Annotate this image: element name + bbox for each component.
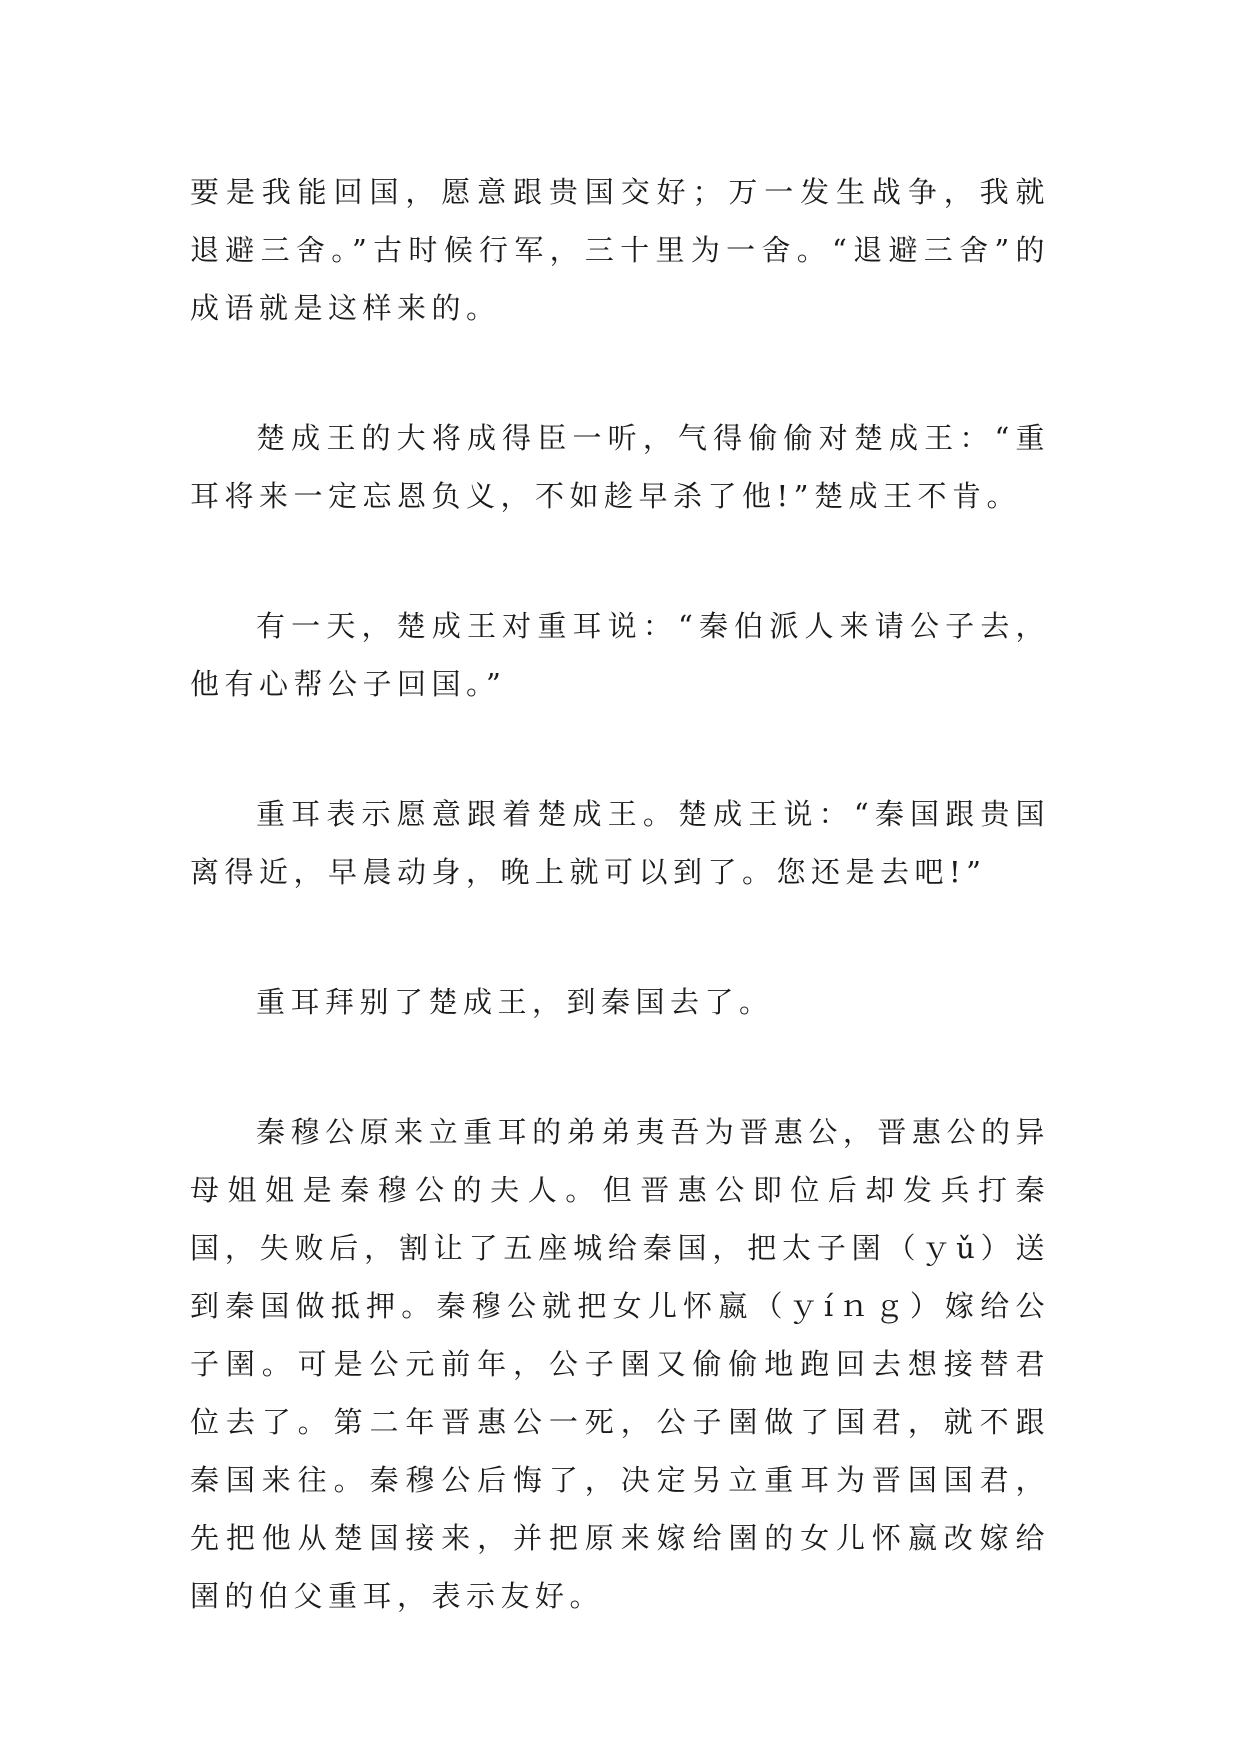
paragraph-1: 要是我能回国，愿意跟贵国交好；万一发生战争，我就退避三舍。”古时候行军，三十里为一舍。“退避三舍”的成语就是这样来的。 — [190, 175, 1050, 325]
document-body — [190, 163, 1050, 1625]
paragraph-5: 重耳拜别了楚成王，到秦国去了。 — [256, 985, 774, 1019]
paragraph-3: 有一天，楚成王对重耳说：“秦伯派人来请公子去，他有心帮公子回国。” — [190, 609, 1050, 701]
paragraph-6: 秦穆公原来立重耳的弟弟夷吾为晋惠公，晋惠公的异母姐姐是秦穆公的夫人。但晋惠公即位后却发兵打秦国，失败后，割让了五座城给秦国，把太子圉（ｙǔ）送到秦国做抵押。秦穆公就把女儿怀嬴（ｙíｎｇ）嫁给公子圉。可是公元前年，公子圉又偷偷地跑回去想接替君位去了。第二年晋惠公一死，公子圉做了国君，就不跟秦国来往。秦穆公后悔了，决定另立重耳为晋国国君，先把他从楚国接来，并把原来嫁给圉的女儿怀嬴改嫁给圉的伯父重耳，表示友好。 — [190, 1115, 1050, 1613]
paragraph-4: 重耳表示愿意跟着楚成王。楚成王说：“秦国跟贵国离得近，早晨动身，晚上就可以到了。您还是去吧!” — [190, 797, 1050, 889]
paragraph-2: 楚成王的大将成得臣一听，气得偷偷对楚成王：“重耳将来一定忘恩负义，不如趁早杀了他!”楚成王不肯。 — [190, 421, 1050, 513]
